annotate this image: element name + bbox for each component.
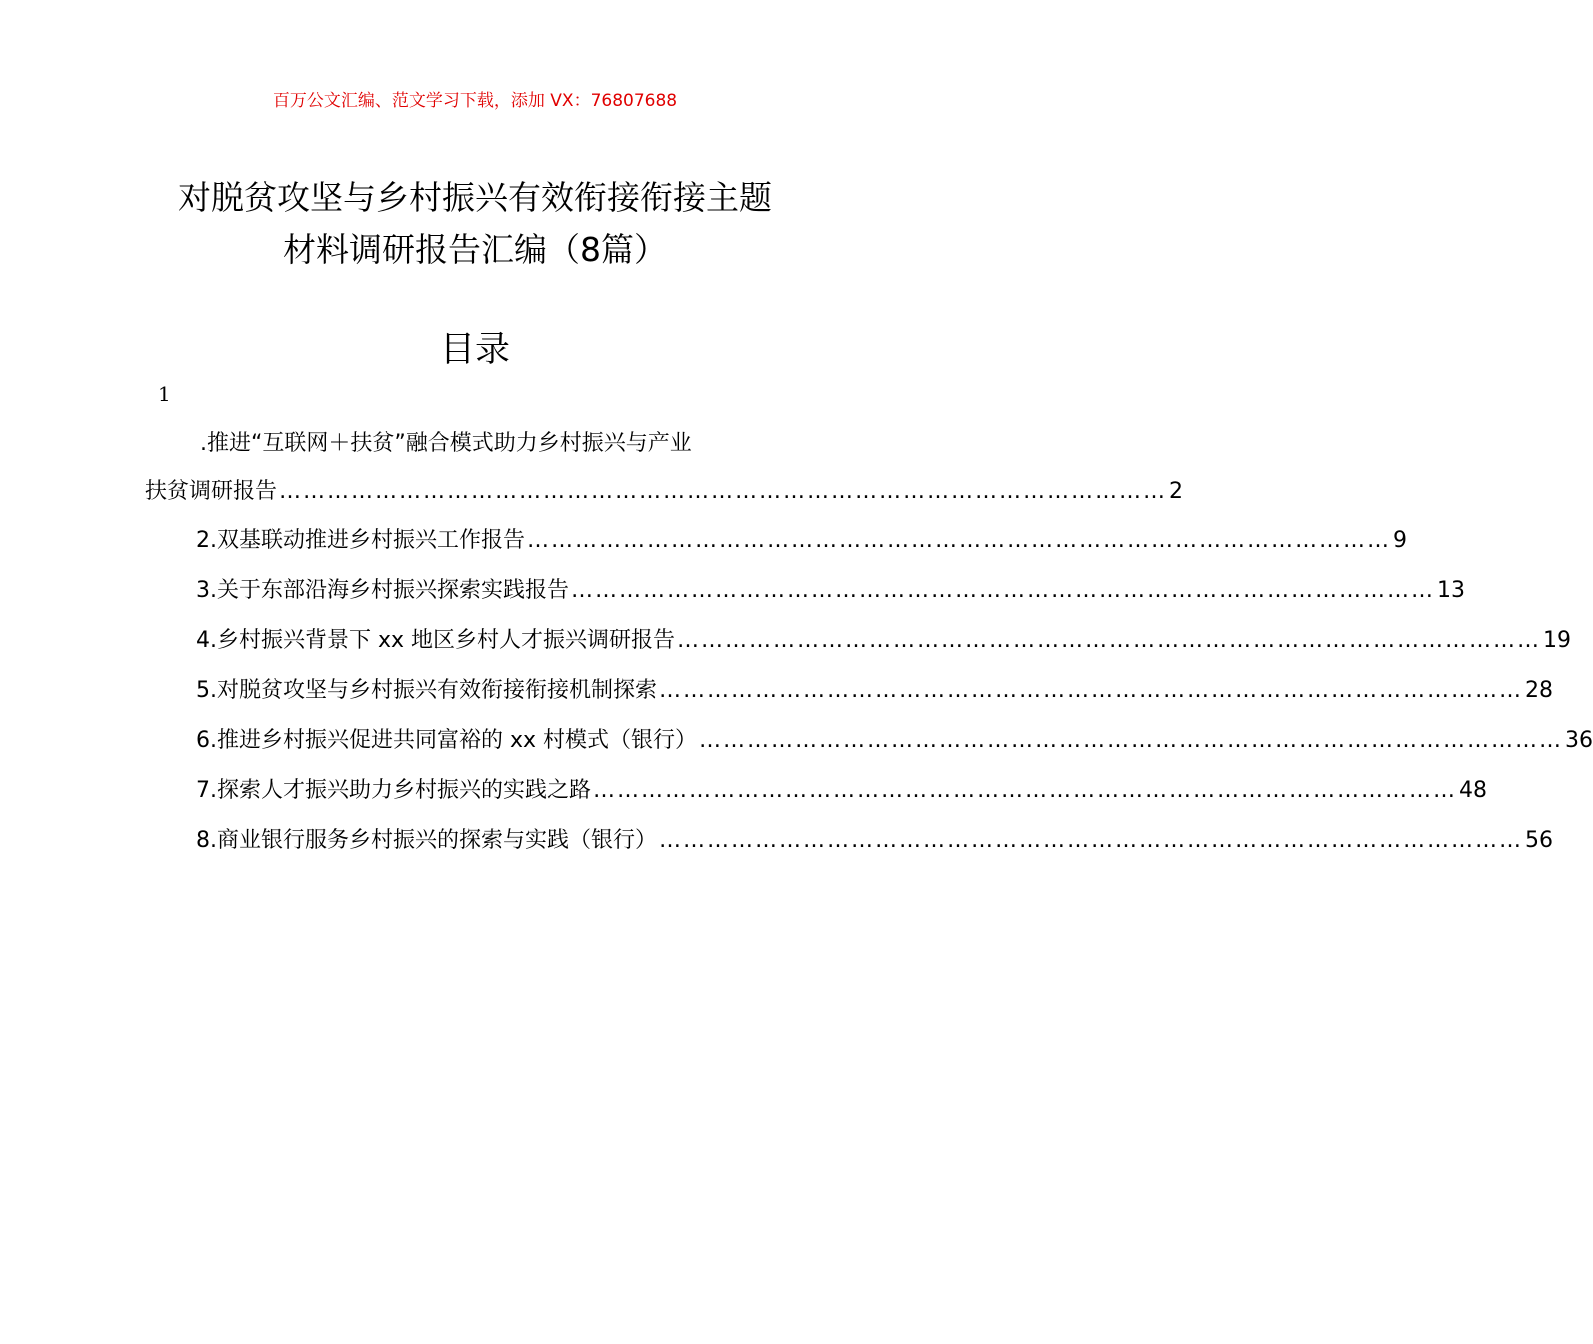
toc-first-number: 1: [158, 382, 171, 406]
toc-entry-1-title-line1: .推进“互联网＋扶贫”融合模式助力乡村振兴与产业: [200, 431, 692, 456]
toc-entry-title: 8.商业银行服务乡村振兴的探索与实践（银行）: [196, 828, 657, 853]
toc-entry-title: 2.双基联动推进乡村振兴工作报告: [196, 528, 525, 553]
title-line-1: 对脱贫攻坚与乡村振兴有效衔接衔接主题: [178, 178, 772, 217]
toc-entry-title: 3.关于东部沿海乡村振兴探索实践报告: [196, 578, 569, 603]
table-of-contents: [145, 420, 1593, 866]
toc-entry-page: 48: [1459, 778, 1487, 803]
watermark-text: 百万公文汇编、范文学习下载，添加 VX：76807688: [272, 91, 678, 111]
toc-entry-6[interactable]: [145, 716, 1593, 766]
toc-leader-dots: ………………………………………………………………………………………………: [593, 778, 1457, 803]
toc-entry-5[interactable]: [145, 666, 1553, 716]
toc-entry-4[interactable]: [145, 616, 1572, 666]
toc-entry-title: 6.推进乡村振兴促进共同富裕的 xx 村模式（银行）: [196, 728, 698, 753]
toc-leader-dots: ………………………………………………………………………………………………: [699, 728, 1564, 753]
toc-leader-dots: ………………………………………………………………………………………………: [527, 528, 1391, 553]
toc-entry-page: 9: [1393, 528, 1407, 553]
toc-entry-title: 5.对脱贫攻坚与乡村振兴有效衔接衔接机制探索: [196, 678, 657, 703]
toc-leader-dots: ………………………………………………………………………………………………: [677, 628, 1542, 653]
toc-entry-page: 36: [1565, 728, 1593, 753]
title-line-2: 材料调研报告汇编（8篇）: [283, 230, 667, 269]
toc-entry-page: 56: [1525, 828, 1553, 853]
toc-entry-1-page: 2: [1169, 479, 1184, 504]
document-title: [0, 172, 950, 276]
toc-entry-1[interactable]: [145, 420, 1184, 516]
toc-leader-dots: ………………………………………………………………………………………………: [659, 828, 1523, 853]
toc-leader-dots: …………………………………………………………………………………………………: [279, 479, 1168, 504]
toc-entry-2[interactable]: [145, 516, 1407, 566]
toc-entry-page: 13: [1437, 578, 1465, 603]
toc-entry-page: 19: [1543, 628, 1572, 653]
toc-leader-dots: ………………………………………………………………………………………………: [659, 678, 1523, 703]
toc-entry-7[interactable]: [145, 766, 1487, 816]
toc-entry-title: 4.乡村振兴背景下 xx 地区乡村人才振兴调研报告: [196, 628, 676, 653]
toc-entry-1-title-line2: 扶贫调研报告: [145, 479, 278, 504]
toc-entry-3[interactable]: [145, 566, 1465, 616]
toc-heading: 目录: [439, 330, 510, 370]
toc-leader-dots: ………………………………………………………………………………………………: [571, 578, 1435, 603]
toc-entry-title: 7.探索人才振兴助力乡村振兴的实践之路: [196, 778, 591, 803]
toc-entry-page: 28: [1525, 678, 1553, 703]
toc-entry-8[interactable]: [145, 816, 1553, 866]
